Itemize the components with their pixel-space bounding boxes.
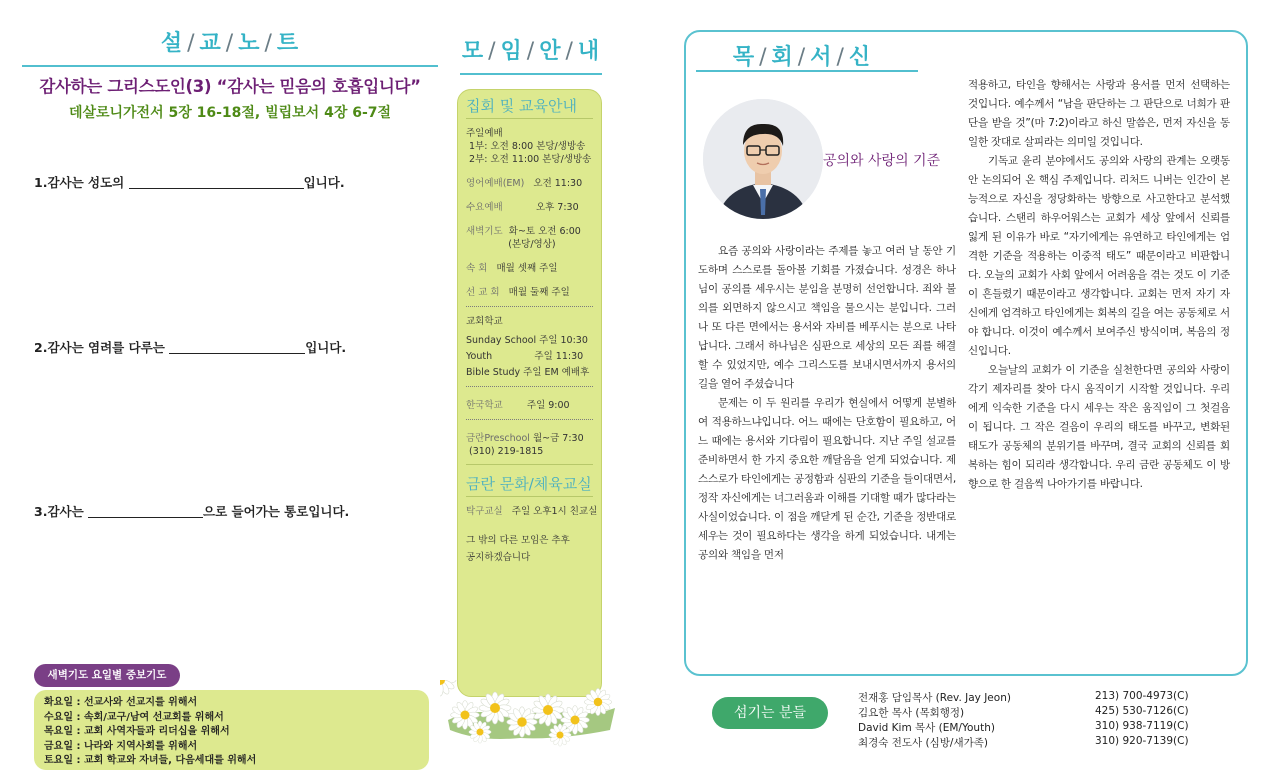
meeting-guide [456, 20, 606, 75]
schedule-box: 집회 및 교육안내 주일예배 1부: 오전 8:00 본당/생방송 2부: 오전 11:00 본당/생방송 영어예배(EM) 오전 11:30 수요예배 오후 7:30 새벽기도 화~토 오전 6:00 (본당/영상) 속 회 매월 셋째 주일 선 교 회 매월 둘째 주일 교회학교 Sunday School 주일 10:30 Youth 주일 11:30 Bible Study 주일 EM 예배후 한국학교 주일 9:00 금란Preschool 월~금 7:30 (310) 219-1815 금란 문화/체육교실 탁구교실 주일 오후1시 친교실 그 밖의 다른 모임은 추후 공지하겠습니다 [457, 89, 602, 697]
staff-phone: 310) 920-7139(C) [1095, 735, 1189, 747]
culture-head: 금란 문화/체육교실 [466, 475, 592, 493]
fill-blank-3[interactable]: 3.감사는 으로 들어가는 통로입니다. [34, 504, 350, 519]
letter-paragraph: 적용하고, 타인을 향해서는 사랑과 용서를 먼저 선택하는 것입니다. 예수께서 “남을 판단하는 그 판단으로 너희가 판단을 받을 것”(마 7:2)이라고 하신 말씀은, 먼저 자신을 동일한 잣대로 살피라는 의미일 것입니다. [968, 79, 1230, 148]
staff-badge: 섬기는 분들 [712, 697, 828, 729]
sermon-verse: 데살로니가전서 5장 16-18절, 빌립보서 4장 6-7절 [68, 105, 392, 121]
fill-blank-1[interactable]: 1.감사는 성도의 입니다. [34, 175, 345, 190]
staff-phone: 213) 700-4973(C) [1095, 690, 1189, 702]
prayer-item: 금요일 : 나라와 지역사회를 위해서 [44, 740, 198, 752]
blank-line[interactable] [88, 517, 203, 518]
sermon-title: 감사하는 그리스도인(3) “감사는 믿음의 호흡입니다” [39, 77, 421, 96]
prayer-list [34, 690, 429, 770]
meeting-section-title: 모 / 임 / 안 / 내 [461, 39, 601, 64]
divider [696, 70, 918, 72]
letter-section-title: 목 / 회 / 서 / 신 [732, 45, 872, 70]
staff-phone: 425) 530-7126(C) [1095, 705, 1189, 717]
letter-body-left [698, 242, 956, 565]
letter-paragraph: 오늘날의 교회가 이 기준을 실천한다면 공의와 사랑이 각기 제자리를 찾아 다시 움직이기 시작할 것입니다. 우리에게 익숙한 기준을 다시 세우는 작은 움직임이 그 첫걸음이 됩니다. 그 작은 걸음이 우리의 태도를 바꾸고, 변화된 태도가 공동체의 분위기를 바꾸며, 결국 교회의 신뢰를 회복하는 힘이 되리라 생각합니다. 우리 금란 공동체도 이 방향으로 한 걸음씩 나아가기를 바랍니다. [968, 364, 1230, 490]
staff-name: 전재홍 담임목사 (Rev. Jay Jeon) [858, 692, 1011, 704]
letter-subtitle: 공의와 사랑의 기준 [823, 153, 941, 169]
prayer-badge: 새벽기도 요일별 중보기도 [34, 664, 180, 687]
prayer-item: 화요일 : 선교사와 선교지를 위해서 [44, 697, 198, 708]
staff-phone: 310) 938-7119(C) [1095, 720, 1189, 732]
staff-name: 최경숙 전도사 (심방/새가족) [858, 737, 988, 749]
staff-name: David Kim 목사 (EM/Youth) [858, 722, 995, 734]
sermon-section-title: 설 / 교 / 노 / 트 [160, 31, 300, 56]
staff-name: 김요한 목사 (목회행정) [858, 707, 965, 719]
divider [460, 73, 602, 75]
pastor-letter [684, 30, 1248, 676]
blank-line[interactable] [129, 188, 304, 189]
letter-paragraph: 기독교 윤리 분야에서도 공의와 사랑의 관계는 오랫동안 논의되어 온 핵심 주제입니다. 리처드 니버는 인간이 본능적으로 자신을 정당화하는 방향으로 사고한다고 분석했습니다. 스탠리 하우어워스는 교회가 세상 앞에서 신뢰를 잃게 된 이유가 바로 “자기에게는 유연하고 타인에게는 엄격한 기준을 적용하는 이중적 태도” 때문이라고 비판합니다. 오늘의 교회가 사회 앞에서 어려움을 겪는 것도 이 기준이 흔들렸기 때문이라고 생각합니다. 교회는 먼저 자기 자신에게 엄격하고 타인에게는 회복의 길을 여는 공동체로 서야 합니다. 이것이 예수께서 보여주신 방식이며, 복음의 정신입니다. [968, 155, 1230, 357]
prayer-item: 토요일 : 교회 학교와 자녀들, 다음세대를 위해서 [44, 755, 257, 766]
prayer-item: 목요일 : 교회 사역자들과 리더십을 위해서 [44, 726, 230, 737]
fill-blank-2[interactable]: 2.감사는 염려를 다루는 입니다. [34, 340, 347, 355]
divider [22, 65, 438, 67]
sermon-notes [22, 20, 438, 660]
schedule-head: 집회 및 교육안내 [466, 97, 577, 115]
letter-body-right [968, 76, 1230, 494]
daisy-flowers-illustration [440, 680, 620, 750]
pastor-photo [703, 99, 823, 219]
letter-paragraph: 문제는 이 두 원리를 우리가 현실에서 어떻게 분별하여 적용하느냐입니다. 어느 때에는 단호함이 필요하고, 어느 때에는 용서와 기다림이 필요합니다. 지난 주일 설교를 준비하면서 한 가지 중요한 깨달음을 얻게 되었습니다. 제 스스로가 타인에게는 공정함과 심판의 기준을 들이대면서, 정작 자신에게는 너그러움과 이해를 기대할 때가 많다라는 사실이었습니다. 이 점을 깨닫게 된 순간, 기준을 정반대로 세우는 것이 필요하다는 생각을 하게 되었습니다. 내게는 공의와 책임을 먼저 [698, 397, 956, 561]
blank-line[interactable] [169, 353, 305, 354]
letter-paragraph: 요즘 공의와 사랑이라는 주제를 놓고 여러 날 동안 기도하며 스스로를 돌아볼 기회를 가졌습니다. 성경은 하나님이 공의를 세우시는 분임을 분명히 선언합니다. 죄와 불의를 외면하지 않으시고 책임을 물으시는 분입니다. 그러나 또 다른 면에서는 용서와 자비를 베푸시는 분으로 나타납니다. 그래서 하나님은 심판으로 세상의 모든 죄를 해결할 수 있었지만, 예수 그리스도를 보내시면서까지 용서의 길을 열어 주셨습니다 [698, 245, 956, 390]
prayer-item: 수요일 : 속회/교구/남여 선교회를 위해서 [44, 711, 224, 723]
divider [466, 118, 593, 119]
